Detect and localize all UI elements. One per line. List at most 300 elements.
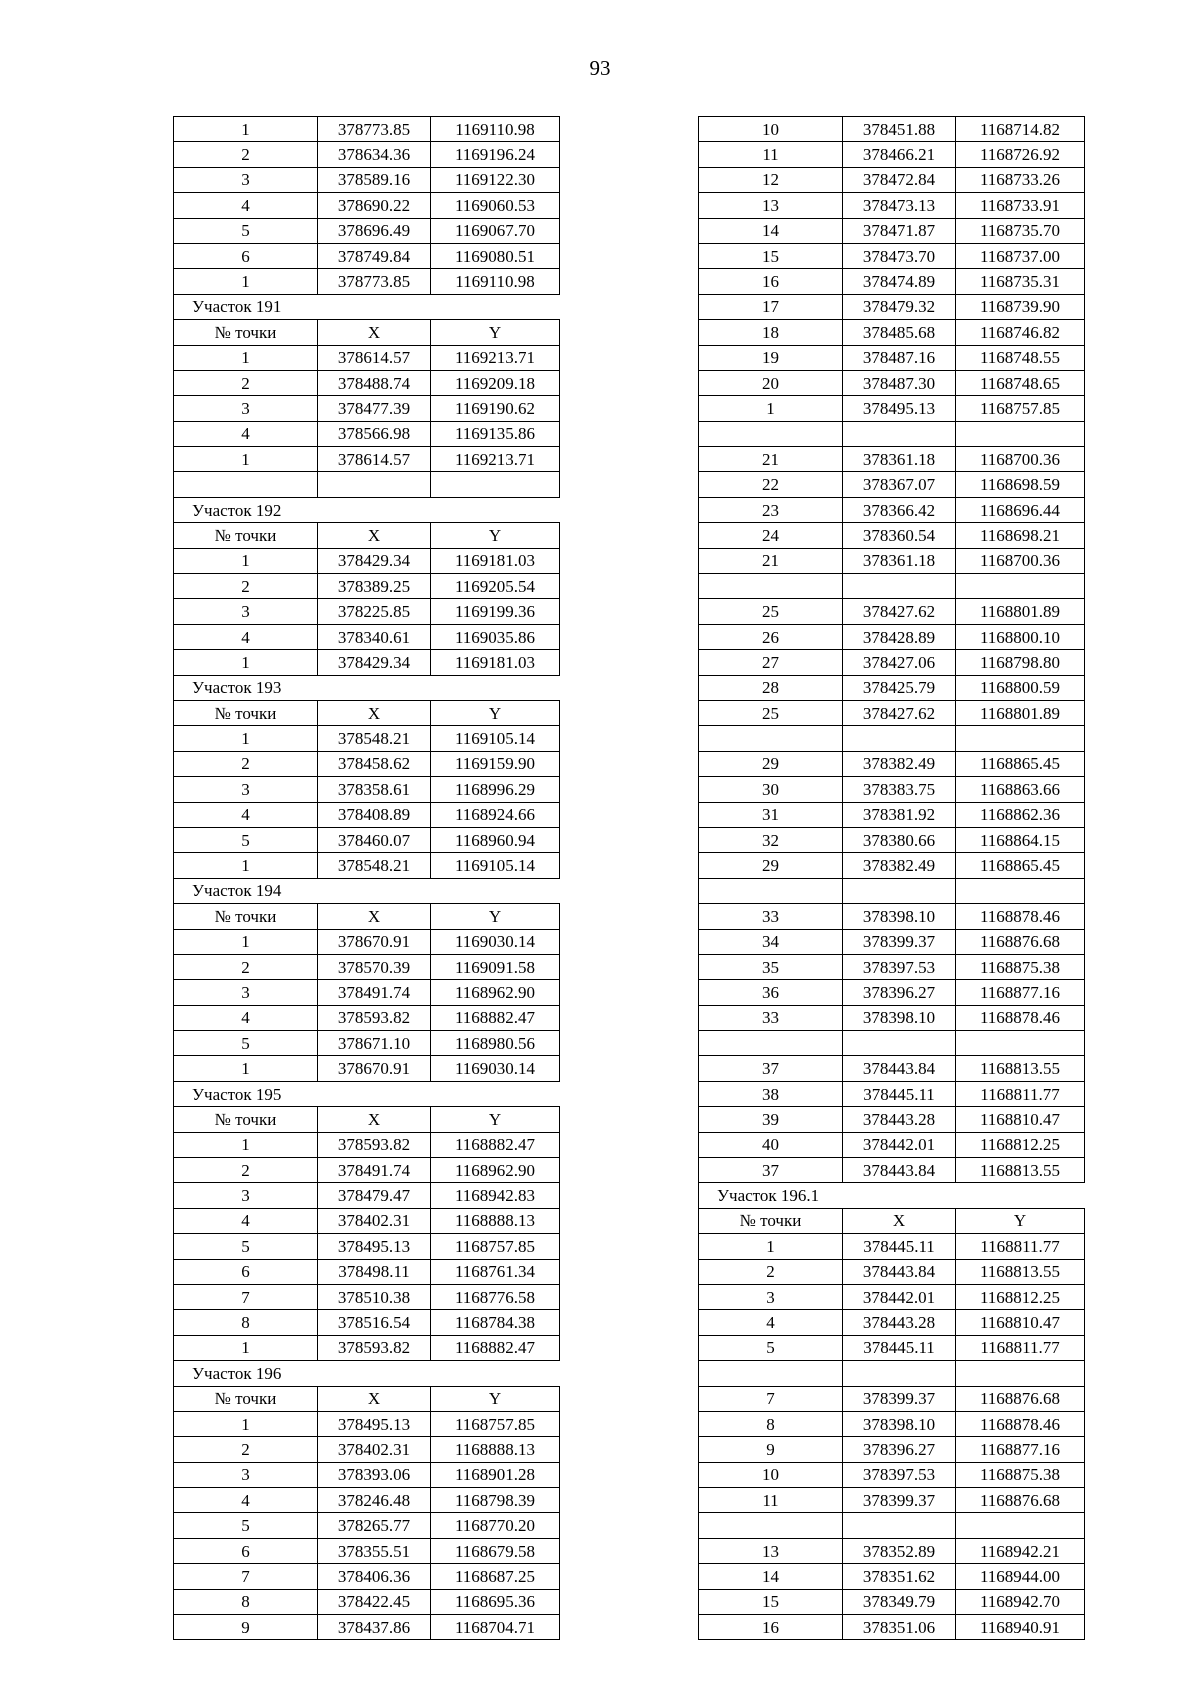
table-row xyxy=(699,624,1085,649)
x-coordinate-cell: 378773.85 xyxy=(318,117,431,142)
point-number-cell: 1 xyxy=(174,929,318,954)
point-number-cell: 38 xyxy=(699,1081,843,1106)
table-row xyxy=(699,853,1085,878)
y-coordinate-cell: 1168878.46 xyxy=(956,904,1085,929)
x-coordinate-cell: 378402.31 xyxy=(318,1437,431,1462)
y-coordinate-cell: 1169213.71 xyxy=(431,447,560,472)
y-coordinate-cell: 1168878.46 xyxy=(956,1005,1085,1030)
point-number-cell: 11 xyxy=(699,1488,843,1513)
x-coordinate-cell: 378427.62 xyxy=(843,599,956,624)
x-coordinate-cell: 378479.32 xyxy=(843,294,956,319)
point-number-cell: 30 xyxy=(699,777,843,802)
x-coordinate-cell: 378473.13 xyxy=(843,193,956,218)
y-coordinate-cell: 1169030.14 xyxy=(431,929,560,954)
point-number-header: № точки xyxy=(174,700,318,725)
blank-cell xyxy=(843,574,956,599)
point-number-cell: 1 xyxy=(174,269,318,294)
table-row xyxy=(174,1513,560,1538)
y-coordinate-cell: 1169030.14 xyxy=(431,1056,560,1081)
point-number-cell: 5 xyxy=(699,1335,843,1360)
y-coordinate-cell: 1169035.86 xyxy=(431,624,560,649)
point-number-cell: 5 xyxy=(174,1513,318,1538)
x-coordinate-cell: 378491.74 xyxy=(318,980,431,1005)
x-header: X xyxy=(318,523,431,548)
y-coordinate-cell: 1168735.31 xyxy=(956,269,1085,294)
table-row xyxy=(174,1310,560,1335)
y-coordinate-cell: 1168813.55 xyxy=(956,1056,1085,1081)
y-coordinate-cell: 1168770.20 xyxy=(431,1513,560,1538)
y-header: Y xyxy=(431,320,560,345)
point-number-cell: 37 xyxy=(699,1056,843,1081)
blank-cell xyxy=(956,726,1085,751)
x-coordinate-cell: 378428.89 xyxy=(843,624,956,649)
table-row xyxy=(699,1056,1085,1081)
table-row xyxy=(699,802,1085,827)
x-coordinate-cell: 378670.91 xyxy=(318,929,431,954)
point-number-cell: 15 xyxy=(699,243,843,268)
table-row xyxy=(699,929,1085,954)
x-coordinate-cell: 378351.06 xyxy=(843,1615,956,1640)
y-coordinate-cell: 1169135.86 xyxy=(431,421,560,446)
blank-cell xyxy=(956,1361,1085,1386)
y-coordinate-cell: 1169067.70 xyxy=(431,218,560,243)
table-row xyxy=(699,1005,1085,1030)
x-coordinate-cell: 378566.98 xyxy=(318,421,431,446)
table-row xyxy=(174,1005,560,1030)
blank-cell xyxy=(318,472,431,497)
point-number-cell: 28 xyxy=(699,675,843,700)
table-row xyxy=(174,1437,560,1462)
y-coordinate-cell: 1168813.55 xyxy=(956,1158,1085,1183)
table-row xyxy=(174,1056,560,1081)
point-number-cell: 16 xyxy=(699,1615,843,1640)
blank-cell xyxy=(699,574,843,599)
y-coordinate-cell: 1168698.21 xyxy=(956,523,1085,548)
table-row xyxy=(699,1411,1085,1436)
y-coordinate-cell: 1168695.36 xyxy=(431,1589,560,1614)
x-coordinate-cell: 378495.13 xyxy=(843,396,956,421)
point-number-cell: 14 xyxy=(699,218,843,243)
point-number-cell: 4 xyxy=(174,193,318,218)
x-coordinate-cell: 378614.57 xyxy=(318,447,431,472)
table-row xyxy=(174,1158,560,1183)
point-number-cell: 7 xyxy=(174,1284,318,1309)
point-number-cell: 10 xyxy=(699,1462,843,1487)
point-number-cell: 4 xyxy=(174,1208,318,1233)
point-number-cell: 2 xyxy=(174,751,318,776)
blank-cell xyxy=(174,472,318,497)
point-number-cell: 4 xyxy=(174,1005,318,1030)
x-coordinate-cell: 378445.11 xyxy=(843,1081,956,1106)
y-coordinate-cell: 1168735.70 xyxy=(956,218,1085,243)
x-coordinate-cell: 378485.68 xyxy=(843,320,956,345)
table-row xyxy=(174,345,560,370)
x-coordinate-cell: 378471.87 xyxy=(843,218,956,243)
table-row xyxy=(699,1107,1085,1132)
y-coordinate-cell: 1168877.16 xyxy=(956,1437,1085,1462)
point-number-cell: 14 xyxy=(699,1564,843,1589)
point-number-cell: 1 xyxy=(174,1411,318,1436)
point-number-cell: 3 xyxy=(174,396,318,421)
blank-cell xyxy=(699,726,843,751)
y-coordinate-cell: 1168801.89 xyxy=(956,700,1085,725)
table-header-row xyxy=(174,904,560,929)
x-coordinate-cell: 378349.79 xyxy=(843,1589,956,1614)
y-coordinate-cell: 1168864.15 xyxy=(956,827,1085,852)
y-coordinate-cell: 1169181.03 xyxy=(431,548,560,573)
y-coordinate-cell: 1168811.77 xyxy=(956,1081,1085,1106)
x-coordinate-cell: 378437.86 xyxy=(318,1615,431,1640)
x-coordinate-cell: 378358.61 xyxy=(318,777,431,802)
table-row xyxy=(174,1234,560,1259)
point-number-cell: 1 xyxy=(699,1234,843,1259)
point-number-cell: 19 xyxy=(699,345,843,370)
point-number-cell: 18 xyxy=(699,320,843,345)
point-number-cell: 1 xyxy=(174,548,318,573)
x-coordinate-cell: 378466.21 xyxy=(843,142,956,167)
blank-cell xyxy=(699,1513,843,1538)
y-coordinate-cell: 1168800.59 xyxy=(956,675,1085,700)
point-number-cell: 29 xyxy=(699,751,843,776)
x-coordinate-cell: 378548.21 xyxy=(318,853,431,878)
x-coordinate-cell: 378398.10 xyxy=(843,1005,956,1030)
x-coordinate-cell: 378696.49 xyxy=(318,218,431,243)
x-coordinate-cell: 378443.84 xyxy=(843,1259,956,1284)
x-coordinate-cell: 378382.49 xyxy=(843,751,956,776)
blank-cell xyxy=(843,878,956,903)
x-coordinate-cell: 378393.06 xyxy=(318,1462,431,1487)
x-coordinate-cell: 378690.22 xyxy=(318,193,431,218)
x-header: X xyxy=(318,1386,431,1411)
point-number-cell: 37 xyxy=(699,1158,843,1183)
point-number-cell: 1 xyxy=(699,396,843,421)
y-coordinate-cell: 1168748.65 xyxy=(956,370,1085,395)
point-number-cell: 17 xyxy=(699,294,843,319)
x-coordinate-cell: 378361.18 xyxy=(843,548,956,573)
y-coordinate-cell: 1168748.55 xyxy=(956,345,1085,370)
x-coordinate-cell: 378495.13 xyxy=(318,1234,431,1259)
y-coordinate-cell: 1168882.47 xyxy=(431,1335,560,1360)
point-number-cell: 26 xyxy=(699,624,843,649)
x-coordinate-cell: 378352.89 xyxy=(843,1538,956,1563)
point-number-cell: 21 xyxy=(699,548,843,573)
blank-cell xyxy=(843,726,956,751)
x-coordinate-cell: 378399.37 xyxy=(843,1488,956,1513)
point-number-cell: 7 xyxy=(174,1564,318,1589)
table-row xyxy=(699,1081,1085,1106)
point-number-cell: 5 xyxy=(174,1031,318,1056)
y-coordinate-cell: 1168801.89 xyxy=(956,599,1085,624)
point-number-cell: 1 xyxy=(174,117,318,142)
point-number-cell: 25 xyxy=(699,599,843,624)
x-coordinate-cell: 378443.28 xyxy=(843,1107,956,1132)
point-number-cell: 1 xyxy=(174,650,318,675)
point-number-cell: 2 xyxy=(174,1158,318,1183)
y-coordinate-cell: 1168888.13 xyxy=(431,1208,560,1233)
table-row xyxy=(699,675,1085,700)
section-title-row xyxy=(174,1081,560,1106)
section-title: Участок 192 xyxy=(174,497,560,522)
point-number-cell: 35 xyxy=(699,954,843,979)
y-coordinate-cell: 1168812.25 xyxy=(956,1132,1085,1157)
point-number-cell: 3 xyxy=(174,167,318,192)
table-row xyxy=(174,1564,560,1589)
x-coordinate-cell: 378382.49 xyxy=(843,853,956,878)
table-row xyxy=(699,1462,1085,1487)
table-row xyxy=(174,726,560,751)
y-coordinate-cell: 1168962.90 xyxy=(431,1158,560,1183)
table-row xyxy=(174,624,560,649)
x-coordinate-cell: 378671.10 xyxy=(318,1031,431,1056)
table-row xyxy=(699,142,1085,167)
point-number-cell: 3 xyxy=(174,599,318,624)
point-number-cell: 1 xyxy=(174,1132,318,1157)
point-number-cell: 6 xyxy=(174,1538,318,1563)
table-row xyxy=(699,294,1085,319)
x-coordinate-cell: 378399.37 xyxy=(843,929,956,954)
y-coordinate-cell: 1168757.85 xyxy=(431,1411,560,1436)
table-row xyxy=(174,269,560,294)
x-coordinate-cell: 378442.01 xyxy=(843,1284,956,1309)
x-coordinate-cell: 378443.84 xyxy=(843,1056,956,1081)
point-number-cell: 2 xyxy=(174,954,318,979)
section-title-row xyxy=(174,294,560,319)
y-coordinate-cell: 1168940.91 xyxy=(956,1615,1085,1640)
point-number-header: № точки xyxy=(174,904,318,929)
point-number-cell: 9 xyxy=(699,1437,843,1462)
y-coordinate-cell: 1168901.28 xyxy=(431,1462,560,1487)
table-row xyxy=(699,827,1085,852)
blank-cell xyxy=(956,421,1085,446)
y-coordinate-cell: 1168737.00 xyxy=(956,243,1085,268)
y-coordinate-cell: 1168798.39 xyxy=(431,1488,560,1513)
table-row xyxy=(699,1259,1085,1284)
point-number-cell: 1 xyxy=(174,853,318,878)
point-number-cell: 39 xyxy=(699,1107,843,1132)
section-title: Участок 196.1 xyxy=(699,1183,1085,1208)
y-coordinate-cell: 1168761.34 xyxy=(431,1259,560,1284)
page-number: 93 xyxy=(589,56,611,80)
table-row xyxy=(699,497,1085,522)
table-row xyxy=(699,117,1085,142)
table-row xyxy=(699,1488,1085,1513)
point-number-header: № точки xyxy=(174,523,318,548)
blank-cell xyxy=(843,421,956,446)
y-coordinate-cell: 1168696.44 xyxy=(956,497,1085,522)
y-header: Y xyxy=(431,523,560,548)
y-coordinate-cell: 1168980.56 xyxy=(431,1031,560,1056)
table-row xyxy=(174,1411,560,1436)
point-number-cell: 40 xyxy=(699,1132,843,1157)
table-row xyxy=(699,954,1085,979)
table-row xyxy=(174,1132,560,1157)
point-number-cell: 9 xyxy=(174,1615,318,1640)
y-coordinate-cell: 1169213.71 xyxy=(431,345,560,370)
x-coordinate-cell: 378408.89 xyxy=(318,802,431,827)
table-row xyxy=(699,345,1085,370)
point-number-header: № точки xyxy=(174,320,318,345)
section-title: Участок 196 xyxy=(174,1361,560,1386)
x-coordinate-cell: 378749.84 xyxy=(318,243,431,268)
table-row xyxy=(174,1488,560,1513)
y-coordinate-cell: 1168698.59 xyxy=(956,472,1085,497)
point-number-cell: 4 xyxy=(174,421,318,446)
x-coordinate-cell: 378445.11 xyxy=(843,1335,956,1360)
point-number-cell: 6 xyxy=(174,1259,318,1284)
x-header: X xyxy=(318,1107,431,1132)
table-row xyxy=(174,1335,560,1360)
x-coordinate-cell: 378367.07 xyxy=(843,472,956,497)
point-number-cell: 3 xyxy=(174,777,318,802)
point-number-cell: 11 xyxy=(699,142,843,167)
point-number-cell: 6 xyxy=(174,243,318,268)
point-number-cell: 13 xyxy=(699,193,843,218)
x-coordinate-cell: 378474.89 xyxy=(843,269,956,294)
blank-row xyxy=(699,1031,1085,1056)
point-number-cell: 1 xyxy=(174,1056,318,1081)
table-row xyxy=(699,1615,1085,1640)
y-header: Y xyxy=(431,904,560,929)
point-number-cell: 32 xyxy=(699,827,843,852)
x-coordinate-cell: 378491.74 xyxy=(318,1158,431,1183)
table-row xyxy=(699,1564,1085,1589)
y-coordinate-cell: 1169181.03 xyxy=(431,650,560,675)
x-coordinate-cell: 378589.16 xyxy=(318,167,431,192)
x-coordinate-cell: 378443.28 xyxy=(843,1310,956,1335)
point-number-cell: 8 xyxy=(174,1589,318,1614)
point-number-cell: 4 xyxy=(699,1310,843,1335)
x-coordinate-cell: 378443.84 xyxy=(843,1158,956,1183)
y-coordinate-cell: 1168875.38 xyxy=(956,1462,1085,1487)
y-coordinate-cell: 1168811.77 xyxy=(956,1234,1085,1259)
y-coordinate-cell: 1168882.47 xyxy=(431,1005,560,1030)
table-row xyxy=(174,777,560,802)
table-header-row xyxy=(699,1208,1085,1233)
point-number-cell: 1 xyxy=(174,1335,318,1360)
y-header: Y xyxy=(431,700,560,725)
y-coordinate-cell: 1168944.00 xyxy=(956,1564,1085,1589)
blank-row xyxy=(699,878,1085,903)
section-title-row xyxy=(174,1361,560,1386)
blank-row xyxy=(699,726,1085,751)
blank-cell xyxy=(843,1361,956,1386)
table-row xyxy=(174,599,560,624)
table-row xyxy=(699,523,1085,548)
blank-cell xyxy=(843,1031,956,1056)
blank-cell xyxy=(699,1361,843,1386)
x-header: X xyxy=(318,700,431,725)
x-coordinate-cell: 378451.88 xyxy=(843,117,956,142)
table-row xyxy=(699,370,1085,395)
x-coordinate-cell: 378246.48 xyxy=(318,1488,431,1513)
y-coordinate-cell: 1169110.98 xyxy=(431,269,560,294)
y-coordinate-cell: 1168800.10 xyxy=(956,624,1085,649)
table-row xyxy=(174,1538,560,1563)
y-coordinate-cell: 1168811.77 xyxy=(956,1335,1085,1360)
y-coordinate-cell: 1168784.38 xyxy=(431,1310,560,1335)
table-row xyxy=(699,1234,1085,1259)
blank-row xyxy=(699,1513,1085,1538)
x-coordinate-cell: 378498.11 xyxy=(318,1259,431,1284)
table-row xyxy=(174,853,560,878)
x-coordinate-cell: 378570.39 xyxy=(318,954,431,979)
table-row xyxy=(699,396,1085,421)
point-number-cell: 1 xyxy=(174,447,318,472)
y-coordinate-cell: 1169105.14 xyxy=(431,726,560,751)
table-row xyxy=(174,802,560,827)
point-number-cell: 36 xyxy=(699,980,843,1005)
table-row xyxy=(174,1284,560,1309)
y-coordinate-cell: 1168942.83 xyxy=(431,1183,560,1208)
table-header-row xyxy=(174,523,560,548)
point-number-cell: 27 xyxy=(699,650,843,675)
x-coordinate-cell: 378397.53 xyxy=(843,1462,956,1487)
table-row xyxy=(699,320,1085,345)
table-row xyxy=(174,1615,560,1640)
blank-row xyxy=(174,472,560,497)
y-coordinate-cell: 1169080.51 xyxy=(431,243,560,268)
blank-cell xyxy=(956,878,1085,903)
y-coordinate-cell: 1168865.45 xyxy=(956,751,1085,776)
y-coordinate-cell: 1168679.58 xyxy=(431,1538,560,1563)
x-coordinate-cell: 378265.77 xyxy=(318,1513,431,1538)
x-coordinate-cell: 378593.82 xyxy=(318,1335,431,1360)
table-row xyxy=(699,650,1085,675)
table-row xyxy=(699,777,1085,802)
y-coordinate-cell: 1169196.24 xyxy=(431,142,560,167)
y-coordinate-cell: 1168888.13 xyxy=(431,1437,560,1462)
section-title-row xyxy=(174,878,560,903)
point-number-cell: 2 xyxy=(174,1437,318,1462)
x-coordinate-cell: 378406.36 xyxy=(318,1564,431,1589)
y-coordinate-cell: 1168942.21 xyxy=(956,1538,1085,1563)
x-coordinate-cell: 378516.54 xyxy=(318,1310,431,1335)
x-coordinate-cell: 378548.21 xyxy=(318,726,431,751)
point-number-cell: 5 xyxy=(174,218,318,243)
table-row xyxy=(174,1589,560,1614)
x-coordinate-cell: 378487.30 xyxy=(843,370,956,395)
y-coordinate-cell: 1168962.90 xyxy=(431,980,560,1005)
point-number-cell: 8 xyxy=(174,1310,318,1335)
point-number-cell: 10 xyxy=(699,117,843,142)
section-title-row xyxy=(174,675,560,700)
blank-row xyxy=(699,421,1085,446)
table-row xyxy=(174,650,560,675)
y-coordinate-cell: 1168942.70 xyxy=(956,1589,1085,1614)
table-row xyxy=(699,472,1085,497)
point-number-cell: 3 xyxy=(174,1183,318,1208)
y-coordinate-cell: 1169205.54 xyxy=(431,574,560,599)
table-row xyxy=(174,421,560,446)
section-title-row xyxy=(174,497,560,522)
x-coordinate-cell: 378614.57 xyxy=(318,345,431,370)
x-coordinate-cell: 378396.27 xyxy=(843,980,956,1005)
x-coordinate-cell: 378399.37 xyxy=(843,1386,956,1411)
y-coordinate-cell: 1168862.36 xyxy=(956,802,1085,827)
x-coordinate-cell: 378398.10 xyxy=(843,1411,956,1436)
point-number-cell: 3 xyxy=(699,1284,843,1309)
table-header-row xyxy=(174,1386,560,1411)
point-number-header: № точки xyxy=(174,1107,318,1132)
y-coordinate-cell: 1169199.36 xyxy=(431,599,560,624)
y-coordinate-cell: 1168813.55 xyxy=(956,1259,1085,1284)
blank-cell xyxy=(843,1513,956,1538)
point-number-cell: 33 xyxy=(699,904,843,929)
point-number-cell: 4 xyxy=(174,802,318,827)
point-number-cell: 7 xyxy=(699,1386,843,1411)
table-row xyxy=(174,1208,560,1233)
x-coordinate-cell: 378487.16 xyxy=(843,345,956,370)
